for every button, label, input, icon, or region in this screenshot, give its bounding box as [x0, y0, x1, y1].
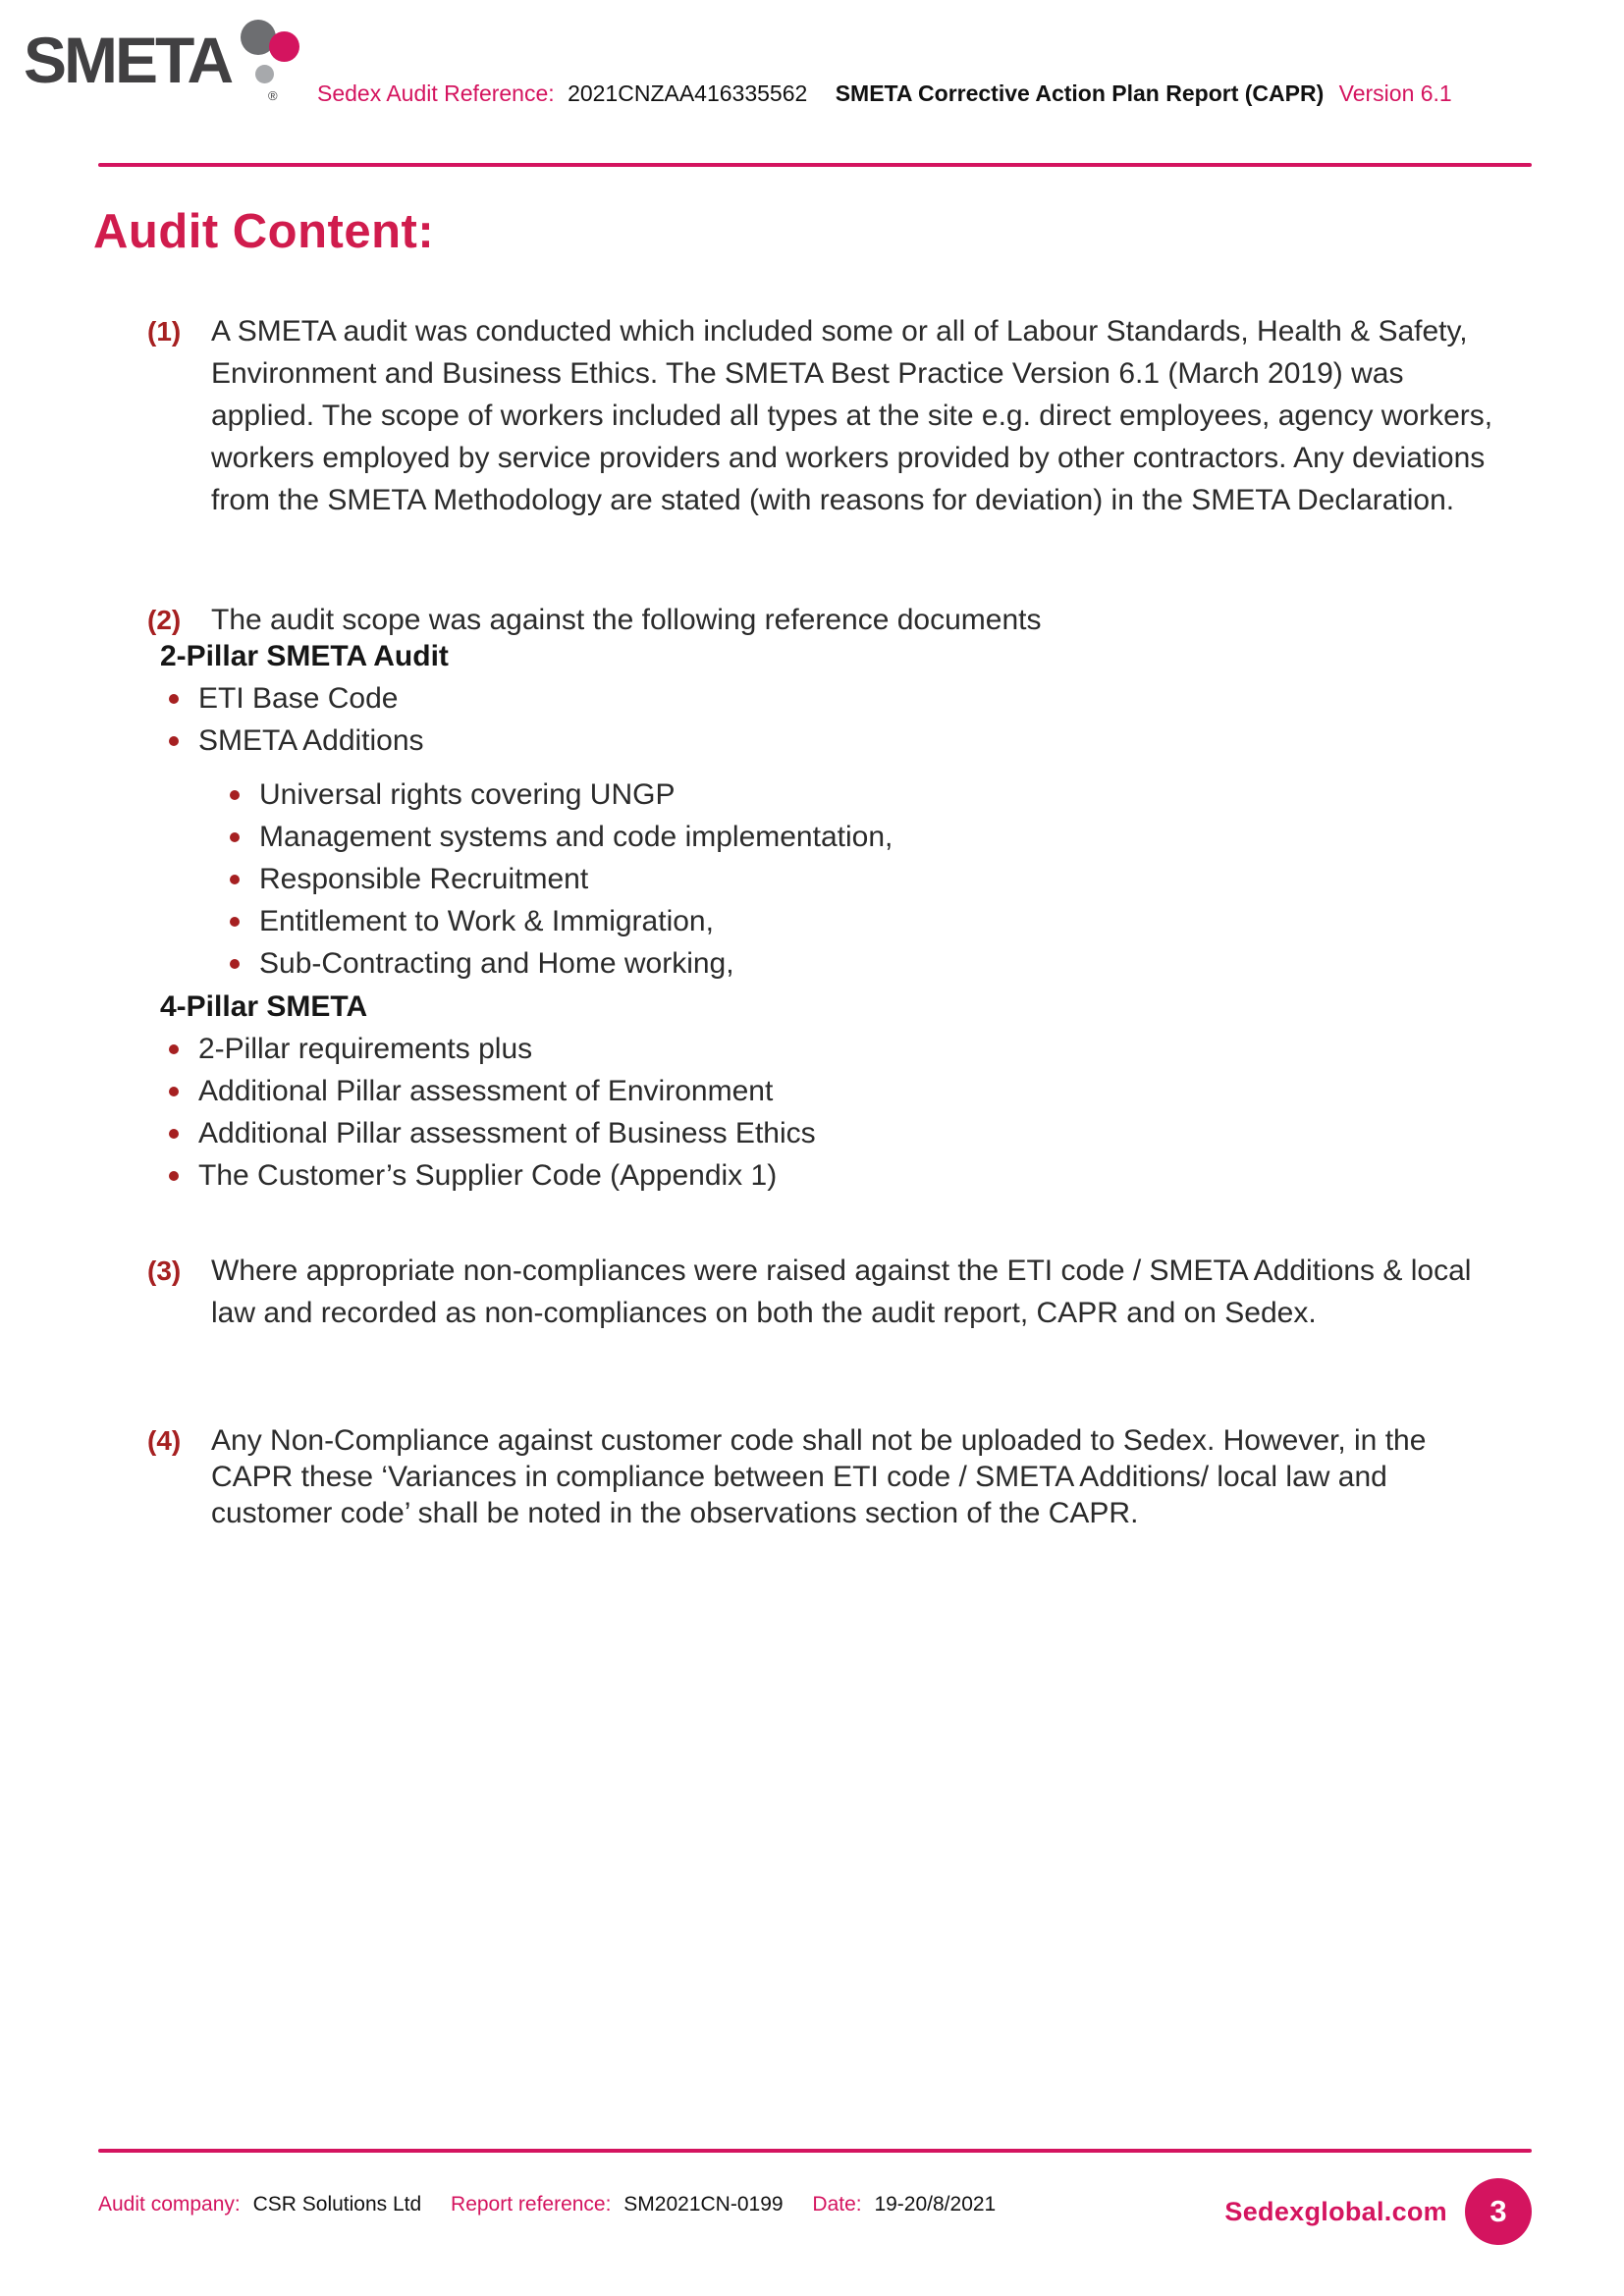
item-1-number: (1)	[147, 316, 182, 347]
audit-ref-value: 2021CNZAA416335562	[568, 80, 808, 106]
bullet-icon	[169, 1171, 179, 1181]
bullet-icon	[230, 832, 240, 842]
audit-company-label: Audit company:	[98, 2193, 241, 2216]
numbered-paragraph-4	[147, 1422, 1507, 1531]
bullet-icon	[169, 1129, 179, 1139]
footer-divider	[98, 2149, 1532, 2153]
header-reference-line	[317, 80, 1452, 106]
list-item: The Customer’s Supplier Code (Appendix 1)	[160, 1154, 816, 1197]
item-1-text: A SMETA audit was conducted which included some or all of Labour Standards, Health & Safety, Environment and Business Ethics. The SMETA Best Practice Version 6.1 (March 2019) was applied. The scope of workers included all types at the site e.g. direct employees, agency workers, workers employed by service providers and workers provided by other contractors. Any deviations from the SMETA Methodology are stated (with reasons for deviation) in the SMETA Declaration.	[211, 315, 1493, 516]
four-pillar-heading: 4-Pillar SMETA	[160, 990, 368, 1023]
website-label: Sedexglobal.com	[1224, 2196, 1447, 2226]
smeta-logo-text: SMETA	[24, 24, 232, 96]
item-4-number: (4)	[147, 1425, 182, 1456]
logo-dot-pink-icon	[269, 31, 299, 62]
four-pillar-bullet-list	[160, 1028, 816, 1197]
bullet-icon	[230, 917, 240, 927]
version-label: Version 6.1	[1338, 80, 1452, 106]
footer-brand	[1224, 2178, 1532, 2245]
date-label: Date:	[812, 2193, 862, 2216]
bullet-icon	[169, 736, 179, 746]
list-item: Management systems and code implementation,	[221, 816, 893, 858]
list-item: ETI Base Code	[160, 677, 424, 720]
report-title: SMETA Corrective Action Plan Report (CAPR)	[835, 80, 1325, 106]
item-3-text: Where appropriate non-compliances were raised against the ETI code / SMETA Additions & local law and recorded as non-compliances on both the audit report, CAPR and on Sedex.	[211, 1255, 1472, 1329]
audit-company-value: CSR Solutions Ltd	[252, 2193, 422, 2216]
footer-info	[98, 2192, 1019, 2217]
registered-mark: ®	[268, 88, 278, 103]
item-2-number: (2)	[147, 605, 182, 635]
bullet-icon	[230, 959, 240, 969]
two-pillar-heading: 2-Pillar SMETA Audit	[160, 640, 449, 672]
logo-dot-light-icon	[255, 65, 274, 83]
header-divider	[98, 163, 1532, 167]
numbered-paragraph-1	[147, 310, 1507, 521]
report-reference-value: SM2021CN-0199	[623, 2193, 784, 2216]
page-title: Audit Content:	[93, 205, 435, 258]
list-item: Additional Pillar assessment of Business Ethics	[160, 1112, 816, 1154]
item-3-number: (3)	[147, 1255, 182, 1286]
bullet-icon	[169, 694, 179, 704]
item-2-text: The audit scope was against the following reference documents	[211, 604, 1042, 636]
audit-ref-label: Sedex Audit Reference:	[317, 80, 555, 106]
bullet-icon	[230, 790, 240, 800]
two-pillar-bullet-list	[160, 677, 424, 762]
report-reference-label: Report reference:	[451, 2193, 612, 2216]
list-item: Additional Pillar assessment of Environment	[160, 1070, 816, 1112]
date-value: 19-20/8/2021	[874, 2193, 997, 2216]
list-item: Responsible Recruitment	[221, 858, 893, 900]
bullet-icon	[169, 1044, 179, 1054]
list-item: Entitlement to Work & Immigration,	[221, 900, 893, 942]
list-item: Universal rights covering UNGP	[221, 774, 893, 816]
item-4-text: Any Non-Compliance against customer code shall not be uploaded to Sedex. However, in the CAPR these ‘Variances in compliance between ETI code / SMETA Additions/ local law and customer code’ shall be noted in the observations section of the CAPR.	[211, 1424, 1427, 1529]
page-number-badge: 3	[1465, 2178, 1532, 2245]
smeta-additions-sub-list	[221, 774, 893, 985]
list-item: 2-Pillar requirements plus	[160, 1028, 816, 1070]
bullet-icon	[169, 1087, 179, 1096]
list-item: Sub-Contracting and Home working,	[221, 942, 893, 985]
smeta-logo	[24, 18, 338, 116]
bullet-icon	[230, 875, 240, 884]
list-item: SMETA Additions	[160, 720, 424, 762]
numbered-paragraph-3	[147, 1250, 1507, 1334]
